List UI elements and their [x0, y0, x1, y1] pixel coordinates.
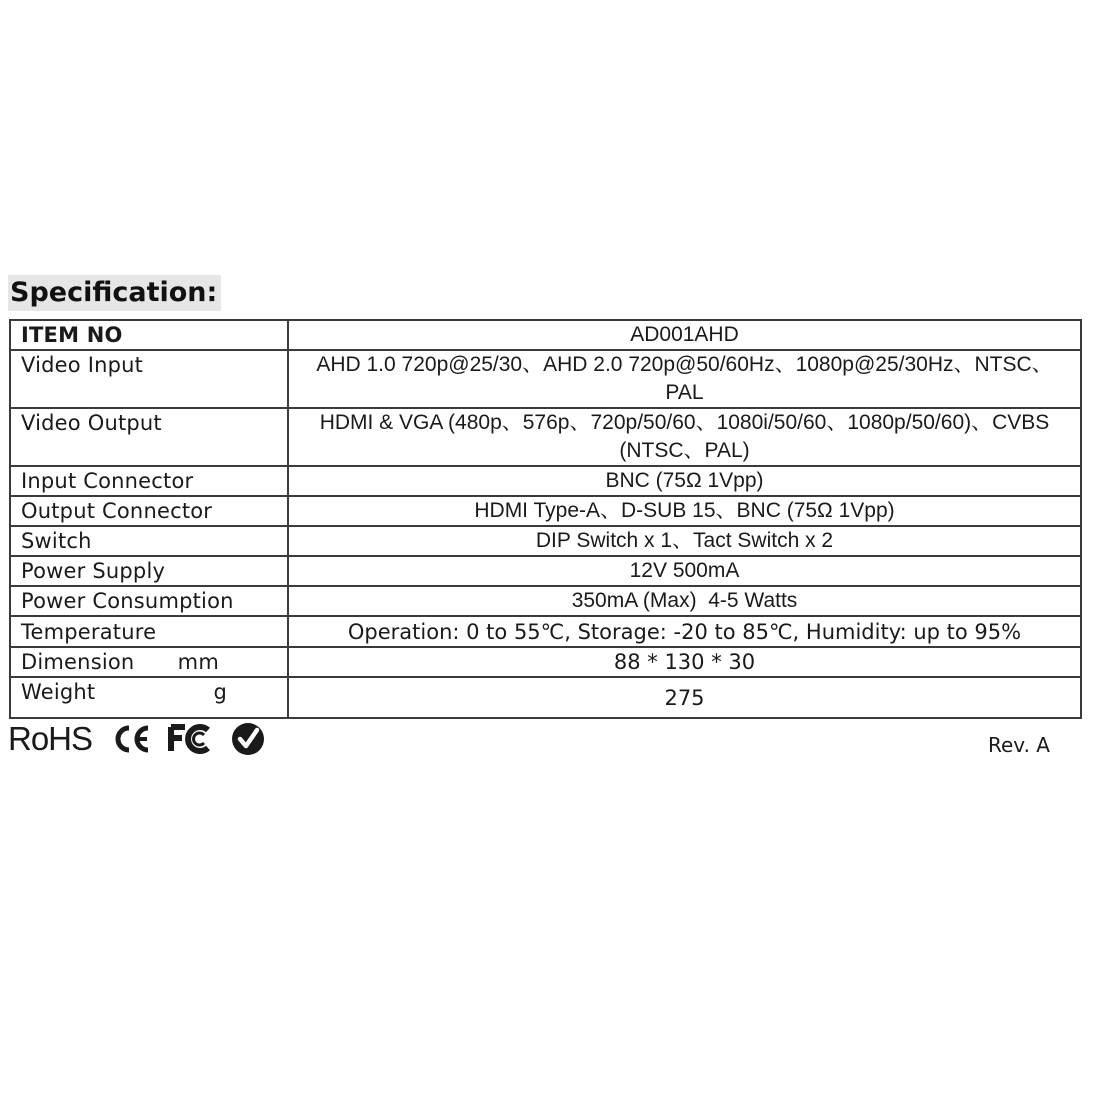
- dimension-label: Dimension: [21, 650, 135, 674]
- row-value: 275: [288, 677, 1081, 718]
- row-value: [288, 350, 1081, 408]
- row-value: 12V 500mA: [288, 556, 1081, 586]
- table-row: [10, 496, 1081, 526]
- row-value: DIP Switch x 1、Tact Switch x 2: [288, 526, 1081, 556]
- fcc-mark-icon: [168, 724, 214, 754]
- table-row: [10, 350, 1081, 408]
- table-row: [10, 677, 1081, 718]
- item-no-label: ITEM NO: [21, 323, 123, 347]
- table-row: [10, 526, 1081, 556]
- row-label: [10, 677, 288, 718]
- row-value: 350mA (Max) 4-5 Watts: [288, 586, 1081, 616]
- table-row: [10, 616, 1081, 647]
- rohs-logo: RoHS: [8, 720, 93, 757]
- row-label: Power Consumption: [10, 586, 288, 616]
- dimension-unit: mm: [177, 650, 219, 674]
- row-label: [10, 320, 288, 350]
- value-line: AHD 1.0 720p@25/30、AHD 2.0 720p@50/60Hz、1080p@25/30Hz、NTSC、: [316, 353, 1053, 376]
- certification-marks: [8, 718, 282, 760]
- value-line: PAL: [665, 381, 704, 404]
- row-value: BNC (75Ω 1Vpp): [288, 466, 1081, 496]
- row-label: Output Connector: [10, 496, 288, 526]
- value-line: (NTSC、PAL): [619, 439, 750, 462]
- row-value: 88 * 130 * 30: [288, 647, 1081, 677]
- value-line: HDMI & VGA (480p、576p、720p/50/60、1080i/50/60、1080p/50/60)、CVBS: [319, 411, 1050, 434]
- row-value: HDMI Type-A、D-SUB 15、BNC (75Ω 1Vpp): [288, 496, 1081, 526]
- row-label: Video Input: [10, 350, 288, 408]
- row-value: [288, 408, 1081, 466]
- table-row: [10, 647, 1081, 677]
- ce-mark-icon: [112, 724, 152, 754]
- table-row: [10, 466, 1081, 496]
- row-label: Temperature: [10, 616, 288, 647]
- specification-table: [9, 319, 1082, 719]
- table-row: [10, 320, 1081, 350]
- row-label: Video Output: [10, 408, 288, 466]
- row-value: Operation: 0 to 55℃, Storage: -20 to 85℃, Humidity: up to 95%: [288, 616, 1081, 647]
- row-label: Power Supply: [10, 556, 288, 586]
- row-label: [10, 647, 288, 677]
- weight-label: Weight: [21, 680, 96, 704]
- revision-label: Rev. A: [988, 733, 1050, 757]
- row-label: Input Connector: [10, 466, 288, 496]
- page-title: Specification:: [8, 275, 221, 311]
- weight-unit: g: [213, 680, 227, 704]
- row-value: AD001AHD: [288, 320, 1081, 350]
- ctick-mark-icon: [230, 721, 266, 757]
- row-label: Switch: [10, 526, 288, 556]
- table-row: [10, 586, 1081, 616]
- table-row: [10, 408, 1081, 466]
- table-row: [10, 556, 1081, 586]
